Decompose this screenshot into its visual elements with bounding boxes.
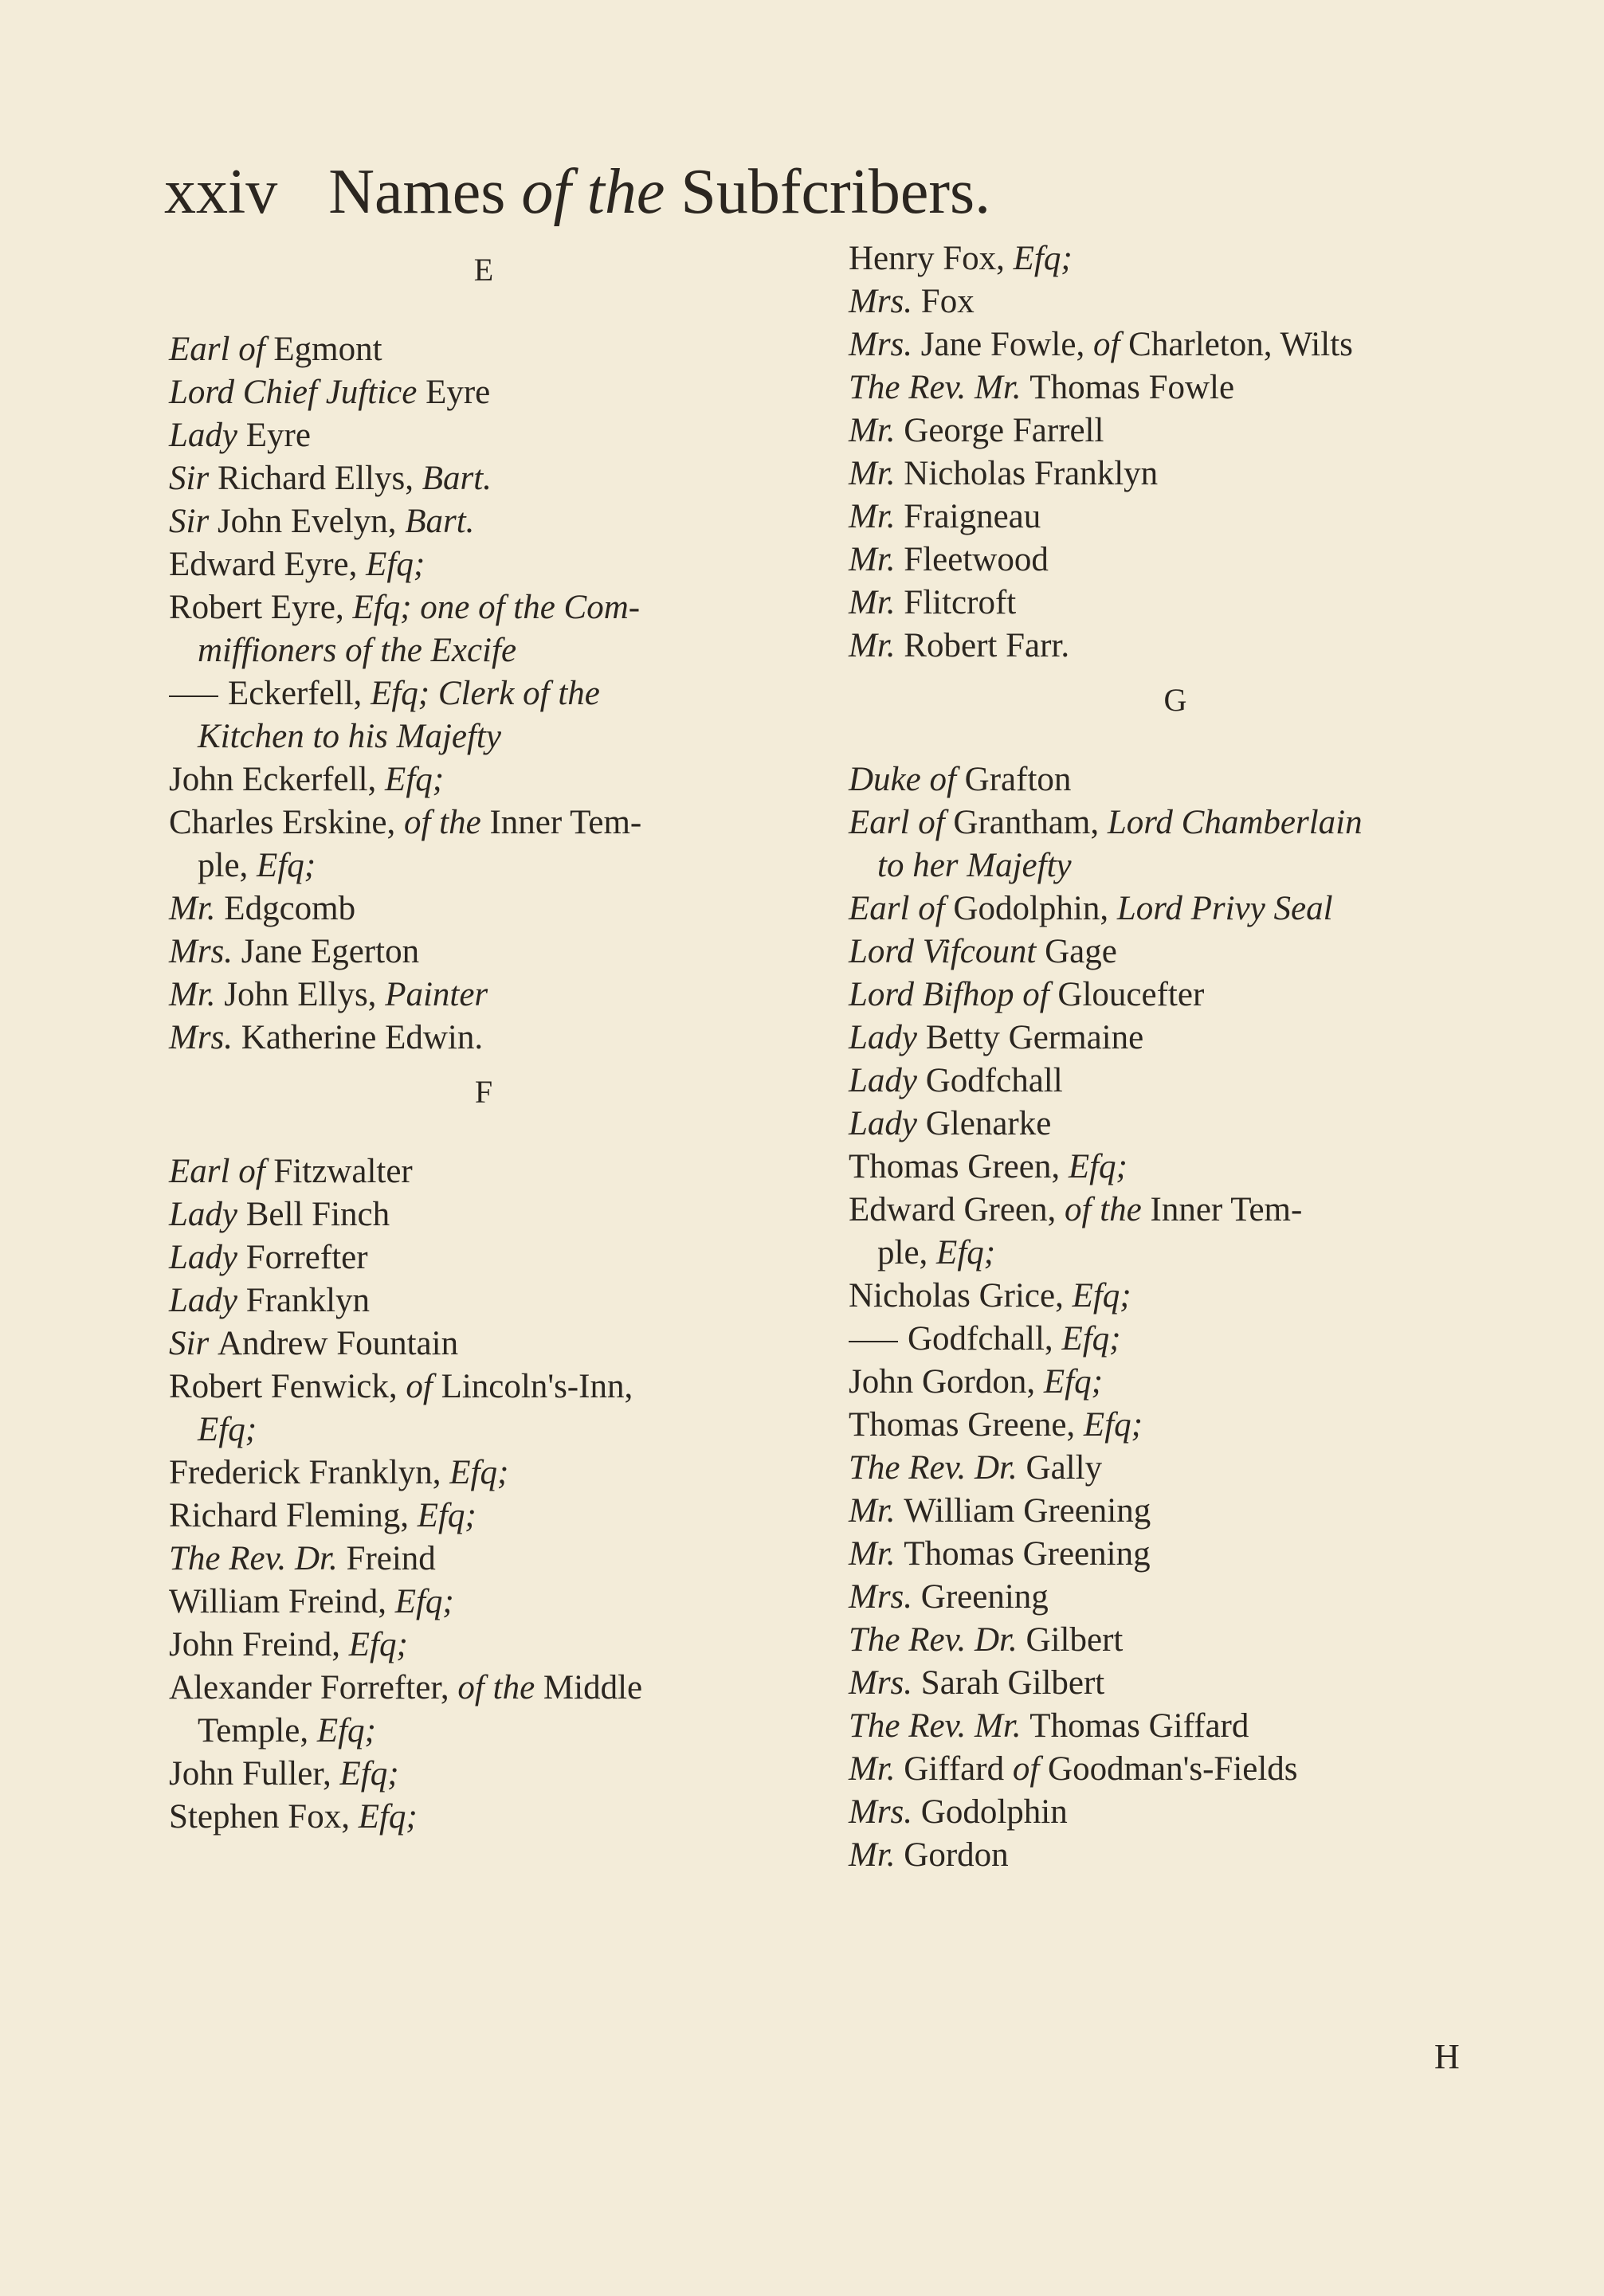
subscriber-entry — [169, 1667, 798, 1710]
entry-text: Gilbert — [1026, 1621, 1124, 1659]
entry-text: John Ellys, — [224, 976, 386, 1013]
entry-text: Eyre — [426, 374, 491, 411]
running-title-subscribers: Subfcribers. — [680, 157, 991, 227]
entry-text: Mr. — [849, 584, 904, 621]
entry-text: Inner Tem- — [1150, 1191, 1303, 1228]
entry-text: Mrs. — [169, 1019, 241, 1056]
subscriber-entry — [169, 1452, 798, 1495]
entry-text: Alexander Forrefter, — [169, 1669, 458, 1706]
entry-text: Lady — [169, 1196, 246, 1233]
subscriber-entry — [169, 931, 798, 974]
entry-text: Sir — [169, 460, 218, 497]
entry-text: Efq; — [366, 546, 426, 583]
entry-text: Mr. — [849, 498, 904, 535]
section-heading: F — [474, 1074, 493, 1110]
subscriber-entry — [849, 1146, 1502, 1189]
entry-text: Efq; — [198, 1411, 257, 1448]
subscriber-entry — [169, 1279, 798, 1322]
entry-text: Godfchall, — [908, 1320, 1062, 1358]
entry-text: Efq; — [316, 1712, 376, 1749]
subscriber-entry — [849, 539, 1502, 582]
entry-text: Nicholas Franklyn — [904, 455, 1159, 492]
subscriber-entry — [849, 1017, 1502, 1060]
entry-text: Mrs. — [169, 933, 241, 970]
entry-text: Lord Chamberlain — [1107, 804, 1363, 841]
entry-text: Gally — [1026, 1449, 1103, 1487]
page-number: xxiv — [164, 157, 278, 227]
entry-text: Richard Ellys, — [217, 460, 422, 497]
subscriber-entry — [849, 496, 1502, 539]
subscriber-entry — [169, 1017, 798, 1060]
subscriber-entry — [849, 1275, 1502, 1318]
subscriber-entry — [849, 1662, 1502, 1705]
subscriber-entry — [169, 887, 798, 931]
entry-text: Efq; — [1072, 1277, 1131, 1315]
entry-text: Thomas Fowle — [1029, 369, 1235, 406]
section-heading: E — [473, 252, 494, 288]
entry-text: Gordon — [904, 1836, 1009, 1874]
subscriber-entry — [849, 1189, 1502, 1232]
entry-text: Mr. — [849, 1836, 904, 1874]
subscriber-entry — [849, 625, 1502, 668]
subscriber-entry — [169, 801, 798, 844]
subscriber-entry — [849, 974, 1502, 1017]
entry-text: Eyre — [245, 417, 311, 454]
subscriber-entry — [849, 887, 1502, 931]
entry-text: of — [1092, 326, 1129, 363]
entry-text: Efq; — [1061, 1320, 1121, 1358]
entry-text: Mr. — [849, 455, 904, 492]
entry-text: Mr. — [849, 541, 904, 578]
entry-text: Efq; — [1043, 1363, 1103, 1401]
entry-text: Earl of — [849, 804, 954, 841]
entry-text: Godolphin, — [953, 890, 1117, 927]
subscriber-entry — [849, 1533, 1502, 1576]
entry-text: Freind — [346, 1540, 436, 1577]
entry-text: Efq; — [358, 1798, 418, 1836]
entry-text: Efq; — [257, 847, 316, 884]
entry-text: Goodman's-Fields — [1048, 1750, 1298, 1788]
entry-text: The Rev. Dr. — [849, 1621, 1026, 1659]
entry-text: Efq; — [1083, 1406, 1143, 1444]
entry-text: William Greening — [904, 1492, 1151, 1530]
subscriber-entry — [169, 414, 798, 457]
subscriber-entry — [849, 237, 1502, 280]
subscriber-entry — [849, 1318, 1502, 1361]
subscriber-entry — [169, 586, 798, 629]
entry-text: Robert Farr. — [904, 627, 1070, 664]
entry-text: Lady — [849, 1062, 926, 1099]
subscriber-entry — [849, 366, 1502, 409]
entry-text: John Evelyn, — [217, 503, 406, 540]
entry-text: Mr. — [849, 1492, 904, 1530]
entry-text: Fox — [920, 283, 975, 320]
subscriber-entry — [169, 1193, 798, 1236]
entry-text: Efq; — [936, 1234, 996, 1271]
subscriber-entry — [169, 1753, 798, 1796]
entry-text: Inner Tem- — [489, 804, 642, 841]
entry-text: John Gordon, — [849, 1363, 1044, 1401]
entry-text: Flitcroft — [904, 584, 1017, 621]
right-column — [849, 237, 1502, 1877]
subscriber-entry — [849, 1447, 1502, 1490]
entry-text: Efq; — [385, 761, 445, 798]
catchword: H — [1434, 2037, 1460, 2076]
subscriber-entry — [849, 1705, 1502, 1748]
subscriber-entry — [169, 500, 798, 543]
subscriber-entry — [849, 801, 1502, 844]
entry-text: Gloucefter — [1057, 976, 1205, 1013]
entry-text: Fitzwalter — [273, 1153, 413, 1190]
entry-text: Stephen Fox, — [169, 1798, 359, 1836]
entry-text: Gage — [1045, 933, 1117, 970]
subscriber-entry — [849, 1619, 1502, 1662]
entry-text: Mr. — [849, 412, 904, 449]
subscriber-entry — [169, 974, 798, 1017]
subscriber-entry — [169, 328, 798, 371]
entry-text: Sir — [169, 503, 218, 540]
entry-text: Earl — [169, 331, 239, 368]
subscriber-entry — [849, 1232, 1502, 1275]
entry-text: Godolphin — [920, 1793, 1068, 1831]
subscriber-entry — [849, 1361, 1502, 1404]
entry-text: Efq; — [339, 1755, 399, 1793]
ditto-dash — [169, 695, 218, 697]
entry-text: miffioners of the Excife — [198, 632, 517, 669]
entry-text: Lord Chief Juftice — [169, 374, 426, 411]
entry-text: Fraigneau — [904, 498, 1041, 535]
entry-text: Eckerfell, — [228, 675, 371, 712]
entry-text: Bart. — [405, 503, 475, 540]
entry-text: John Fuller, — [169, 1755, 340, 1793]
entry-text: Betty Germaine — [925, 1019, 1144, 1056]
entry-text: Middle — [543, 1669, 643, 1706]
subscriber-entry — [849, 323, 1502, 366]
subscriber-entry — [169, 1322, 798, 1365]
entry-text: Grantham, — [953, 804, 1108, 841]
entry-text: Mrs. — [849, 1664, 921, 1702]
entry-text: Mr. — [169, 976, 225, 1013]
subscriber-entry — [169, 1624, 798, 1667]
entry-text: of — [1012, 1750, 1049, 1788]
entry-text: Efq; — [1068, 1148, 1128, 1185]
entry-text: Efq; Clerk of the — [371, 675, 600, 712]
subscriber-entry — [169, 1796, 798, 1839]
subscriber-entry — [169, 1495, 798, 1538]
entry-text: George Farrell — [904, 412, 1104, 449]
subscriber-entry — [849, 844, 1502, 887]
subscriber-entry — [169, 844, 798, 887]
subscriber-entry — [169, 1365, 798, 1409]
entry-text: Nicholas Grice, — [849, 1277, 1073, 1315]
subscriber-entry — [169, 715, 798, 758]
entry-text: Mr. — [849, 627, 904, 664]
running-title-names: Names — [328, 157, 506, 227]
entry-text: Lady — [169, 417, 246, 454]
subscriber-entry — [169, 1150, 798, 1193]
left-column — [169, 237, 798, 1839]
entry-text: Efq; — [417, 1497, 476, 1534]
entry-text: Lady — [169, 1239, 246, 1276]
entry-text: Efq; — [348, 1626, 408, 1663]
entry-text: Robert Fenwick, — [169, 1368, 406, 1405]
entry-text: Godfchall — [925, 1062, 1063, 1099]
entry-text: ple, — [877, 1234, 937, 1271]
subscriber-entry — [849, 1791, 1502, 1834]
entry-text: Jane Fowle, — [920, 326, 1093, 363]
entry-text: Thomas Greening — [904, 1535, 1151, 1573]
subscriber-entry — [169, 543, 798, 586]
entry-text: Glenarke — [925, 1105, 1052, 1142]
entry-text: John Eckerfell, — [169, 761, 386, 798]
subscriber-entry — [849, 409, 1502, 453]
entry-text: Charles Erskine, — [169, 804, 404, 841]
entry-text: Efq; — [449, 1454, 509, 1491]
subscriber-entry — [849, 1490, 1502, 1533]
entry-text: Efq; — [1013, 240, 1073, 277]
entry-text: Mr. — [849, 1750, 904, 1788]
entry-text: Grafton — [964, 761, 1072, 798]
subscriber-entry — [169, 1710, 798, 1753]
entry-text: Duke of — [849, 761, 965, 798]
entry-text: Charleton, Wilts — [1128, 326, 1353, 363]
entry-text: Mrs. — [849, 1578, 921, 1616]
subscriber-entry — [169, 1236, 798, 1279]
subscriber-entry — [169, 1538, 798, 1581]
entry-text: ple, — [198, 847, 257, 884]
running-title-of: of — [521, 157, 571, 227]
subscriber-entry — [849, 1748, 1502, 1791]
entry-text: John Freind, — [169, 1626, 349, 1663]
entry-text: of the — [403, 804, 490, 841]
subscriber-entry — [169, 758, 798, 801]
running-title-the: the — [586, 157, 665, 227]
entry-text: Robert Eyre, — [169, 589, 353, 626]
subscriber-entry — [849, 1103, 1502, 1146]
section-heading: G — [1163, 682, 1187, 718]
entry-text: The Rev. Mr. — [849, 369, 1030, 406]
entry-text: Lady — [849, 1105, 926, 1142]
page-header — [164, 156, 990, 228]
subscriber-entry — [849, 582, 1502, 625]
entry-text: Thomas Giffard — [1029, 1707, 1249, 1745]
entry-text: Lady — [849, 1019, 926, 1056]
entry-text: Mrs. — [849, 326, 921, 363]
entry-text: Edward Green, — [849, 1191, 1065, 1228]
entry-text: Efq; — [394, 1583, 454, 1620]
entry-text: Painter — [385, 976, 488, 1013]
subscriber-entry — [849, 758, 1502, 801]
entry-text: to her Majefty — [877, 847, 1072, 884]
entry-text: Sir — [169, 1325, 218, 1362]
subscriber-entry — [169, 371, 798, 414]
entry-text: Edgcomb — [224, 890, 356, 927]
subscriber-entry — [849, 1576, 1502, 1619]
entry-text: Thomas Greene, — [849, 1406, 1084, 1444]
entry-text: Edward Eyre, — [169, 546, 367, 583]
entry-text: William Freind, — [169, 1583, 395, 1620]
subscriber-entry — [849, 453, 1502, 496]
entry-text: Kitchen to his Majefty — [198, 718, 501, 755]
subscriber-entry — [849, 931, 1502, 974]
entry-text: The Rev. Dr. — [849, 1449, 1026, 1487]
entry-text: Mr. — [169, 890, 225, 927]
entry-text: Lord Bifhop of — [849, 976, 1058, 1013]
entry-text: of the — [457, 1669, 543, 1706]
subscriber-entry — [169, 672, 798, 715]
entry-text: Egmont — [273, 331, 382, 368]
entry-text: Bart. — [422, 460, 492, 497]
entry-text: Sarah Gilbert — [920, 1664, 1105, 1702]
entry-text: Andrew Fountain — [217, 1325, 459, 1362]
entry-text: Efq; one of the Com- — [352, 589, 641, 626]
subscriber-entry — [169, 629, 798, 672]
entry-text: Mr. — [849, 1535, 904, 1573]
entry-text: Lady — [169, 1282, 246, 1319]
subscriber-entry — [849, 280, 1502, 323]
entry-text: Thomas Green, — [849, 1148, 1069, 1185]
entry-text: Earl of — [849, 890, 954, 927]
entry-text: Henry Fox, — [849, 240, 1014, 277]
entry-text: Mrs. — [849, 283, 921, 320]
entry-text: Greening — [920, 1578, 1049, 1616]
subscriber-entry — [849, 1834, 1502, 1877]
subscriber-entry — [849, 1060, 1502, 1103]
entry-text: Forrefter — [245, 1239, 368, 1276]
entry-text: The Rev. Dr. — [169, 1540, 347, 1577]
entry-text: Lord Vifcount — [849, 933, 1045, 970]
entry-text: of — [406, 1368, 441, 1405]
entry-text: Lincoln's-Inn, — [441, 1368, 633, 1405]
entry-text: Frederick Franklyn, — [169, 1454, 450, 1491]
entry-text: Fleetwood — [904, 541, 1049, 578]
entry-text: of — [238, 331, 274, 368]
entry-text: Jane Egerton — [241, 933, 420, 970]
entry-text: Lord Privy Seal — [1116, 890, 1333, 927]
entry-text: Giffard — [904, 1750, 1013, 1788]
entry-text: of the — [1065, 1191, 1151, 1228]
entry-text: Temple, — [198, 1712, 317, 1749]
subscriber-entry — [169, 1409, 798, 1452]
entry-text: The Rev. Mr. — [849, 1707, 1030, 1745]
entry-text: Franklyn — [245, 1282, 371, 1319]
entry-text: Mrs. — [849, 1793, 921, 1831]
entry-text: Bell Finch — [245, 1196, 390, 1233]
subscriber-entry — [169, 1581, 798, 1624]
subscriber-entry — [169, 457, 798, 500]
entry-text: Katherine Edwin. — [241, 1019, 484, 1056]
entry-text: Earl of — [169, 1153, 274, 1190]
entry-text: Richard Fleming, — [169, 1497, 418, 1534]
subscriber-entry — [849, 1404, 1502, 1447]
ditto-dash — [849, 1341, 898, 1342]
